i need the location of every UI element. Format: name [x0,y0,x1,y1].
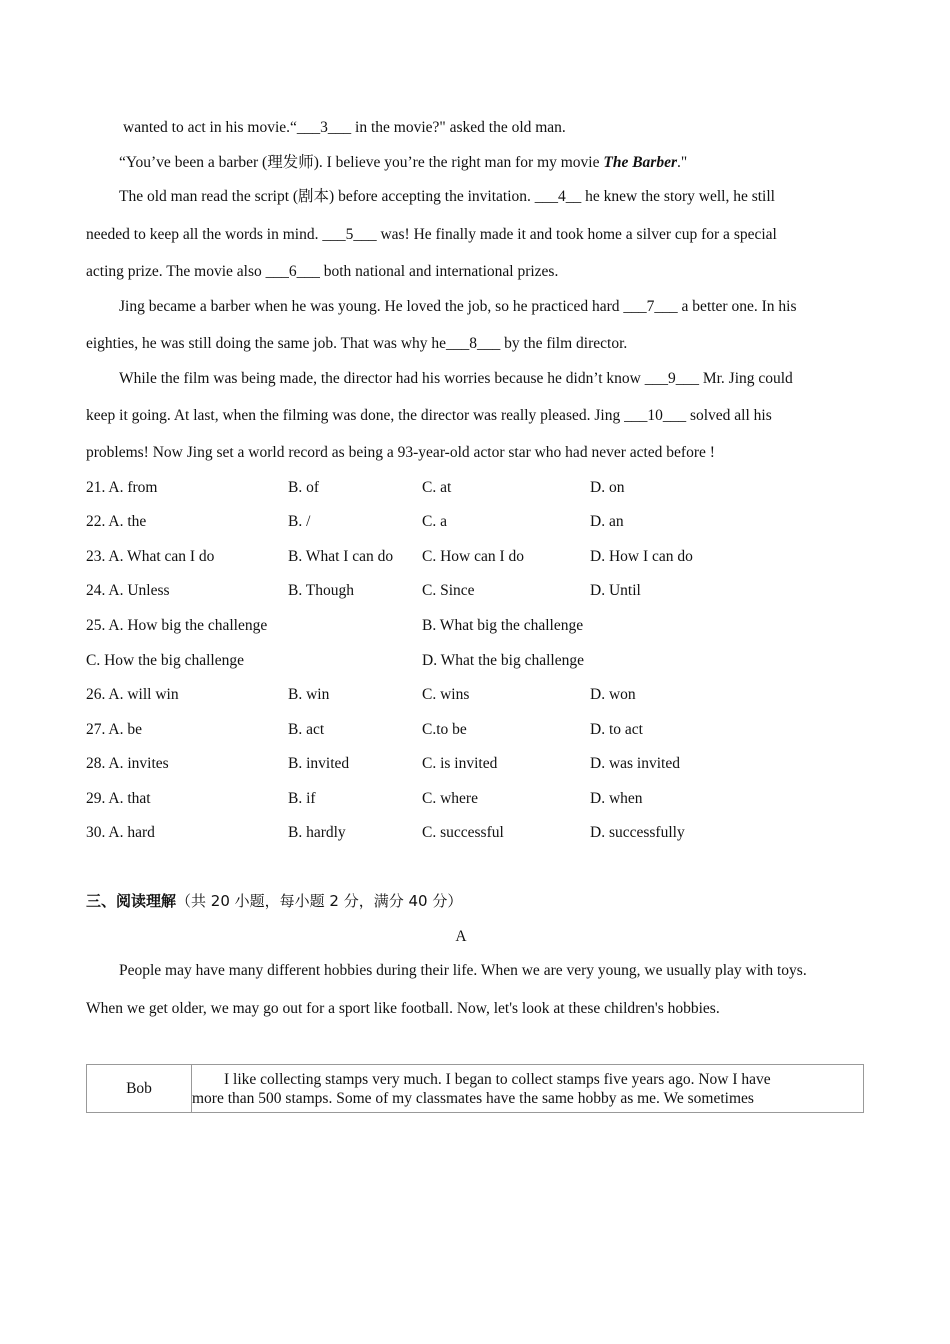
option-a: 22. A. the [86,513,147,530]
option-d: D. Until [590,582,641,599]
option-a: 30. A. hard [86,824,155,841]
option-d: D. won [590,686,636,703]
passage-line-2 [119,153,687,173]
option-a: 23. A. What can I do [86,548,215,565]
option-d: D. to act [590,721,643,738]
option-c: C. at [422,479,452,496]
passage-line-7: eighties, he was still doing the same job. That was why he___8___ by the film director. [86,335,628,352]
option-a: 29. A. that [86,790,151,807]
option-a: 27. A. be [86,721,142,738]
option-c: C. wins [422,686,470,703]
passage-line-2-end: ." [677,154,688,171]
option-c: C. How can I do [422,548,525,565]
option-b: B. of [288,479,319,496]
option-b: B. / [288,513,311,530]
section-heading-note: （共 20 小题，每小题 2 分，满分 40 分） [176,892,463,910]
option-b: B. win [288,686,330,703]
reading-intro-line-2: When we get older, we may go out for a sport like football. Now, let's look at these children's hobbies. [86,1000,720,1017]
option-a: 24. A. Unless [86,582,170,599]
option-b: B. invited [288,755,350,772]
option-b: B. Though [288,582,355,599]
passage-line-4: needed to keep all the words in mind. ___5___ was! He finally made it and took home a silver cup for a special [86,226,777,243]
option-a: 28. A. invites [86,755,169,772]
section-heading [86,891,462,911]
option-b: B. hardly [288,824,346,841]
option-a: 26. A. will win [86,686,179,703]
option-d: D. What the big challenge [422,652,584,669]
passage-line-2-text: “You’ve been a barber (理发师). I believe you’re the right man for my movie [119,154,604,171]
option-c: C. is invited [422,755,498,772]
reading-intro-line-1: People may have many different hobbies during their life. When we are very young, we usually play with toys. [119,962,807,979]
hobby-text-line-1: I like collecting stamps very much. I began to collect stamps five years ago. Now I have [224,1070,771,1088]
option-d: D. How I can do [590,548,693,565]
section-heading-title: 三、阅读理解 [86,892,177,910]
option-c: C. successful [422,824,504,841]
option-b: B. act [288,721,325,738]
hobby-text-cell [192,1065,864,1113]
movie-title: The Barber [603,154,677,171]
passage-line-6: Jing became a barber when he was young. He loved the job, so he practiced hard ___7___ a better one. In his [119,298,797,315]
passage-line-1: wanted to act in his movie.“___3___ in the movie?" asked the old man. [123,119,566,136]
option-a: 25. A. How big the challenge [86,617,268,634]
passage-line-3: The old man read the script (剧本) before accepting the invitation. ___4__ he knew the story well, he still [119,188,775,205]
passage-line-9: keep it going. At last, when the filming was done, the director was really pleased. Jing ___10___ solved all his [86,407,772,424]
passage-line-8: While the film was being made, the director had his worries because he didn’t know ___9___ Mr. Jing could [119,370,793,387]
option-c: C. How the big challenge [86,652,244,669]
option-d: D. an [590,513,624,530]
table-row [87,1065,864,1113]
option-c: C. Since [422,582,475,599]
passage-line-10: problems! Now Jing set a world record as being a 93-year-old actor star who had never acted before ! [86,444,715,461]
option-c: C. where [422,790,478,807]
option-b: B. if [288,790,316,807]
option-b: B. What big the challenge [422,617,584,634]
option-d: D. on [590,479,625,496]
option-d: D. successfully [590,824,685,841]
option-d: D. was invited [590,755,680,772]
option-c: C.to be [422,721,467,738]
option-b: B. What I can do [288,548,394,565]
passage-line-5: acting prize. The movie also ___6___ both national and international prizes. [86,263,559,280]
child-name-cell: Bob [87,1065,192,1113]
option-a: 21. A. from [86,479,158,496]
passage-label: A [455,928,467,945]
option-d: D. when [590,790,643,807]
option-c: C. a [422,513,447,530]
hobby-text-line-2: more than 500 stamps. Some of my classmates have the same hobby as me. We sometimes [192,1089,754,1107]
hobby-table [86,1064,864,1113]
